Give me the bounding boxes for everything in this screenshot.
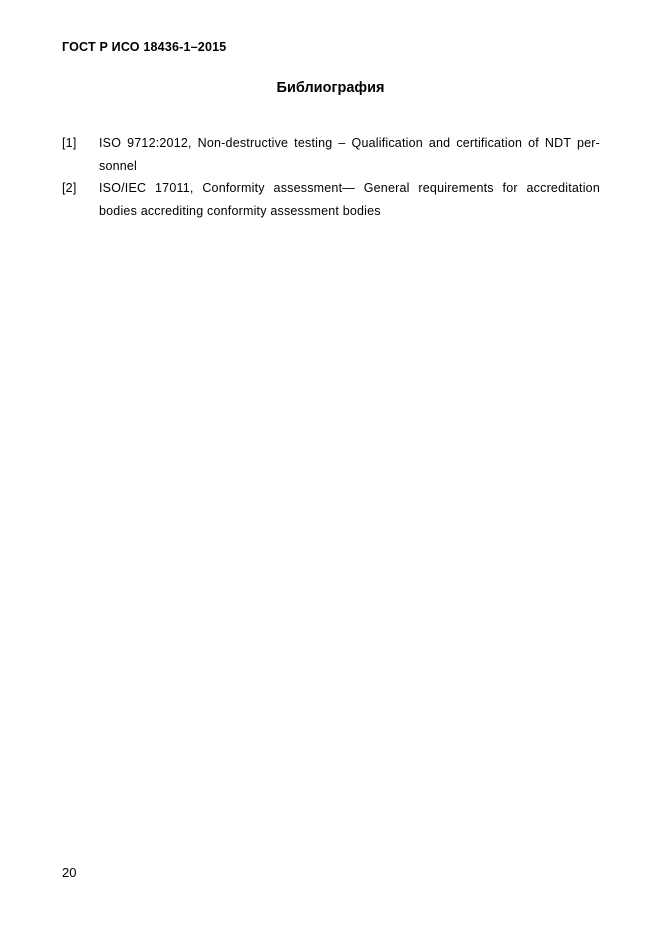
- bibliography-entry-number: [2]: [62, 181, 77, 195]
- bibliography-entry-2: [62, 177, 600, 222]
- page-number: 20: [62, 865, 77, 880]
- bibliography-entry-text: ISO/IEC 17011, Conformity assessment— General requirements for accreditation bodies accrediting conformity assessment bodies: [99, 181, 600, 218]
- bibliography-list: [62, 132, 600, 222]
- bibliography-entry-number: [1]: [62, 136, 77, 150]
- bibliography-entry-1: [62, 132, 600, 177]
- bibliography-entry-text: ISO 9712:2012, Non-destructive testing – Qualification and certification of NDT per-sonnel: [99, 136, 600, 173]
- bibliography-title-text: Библиография: [276, 80, 385, 96]
- document-standard-code: ГОСТ Р ИСО 18436-1–2015: [62, 40, 227, 54]
- bibliography-title: [0, 80, 661, 96]
